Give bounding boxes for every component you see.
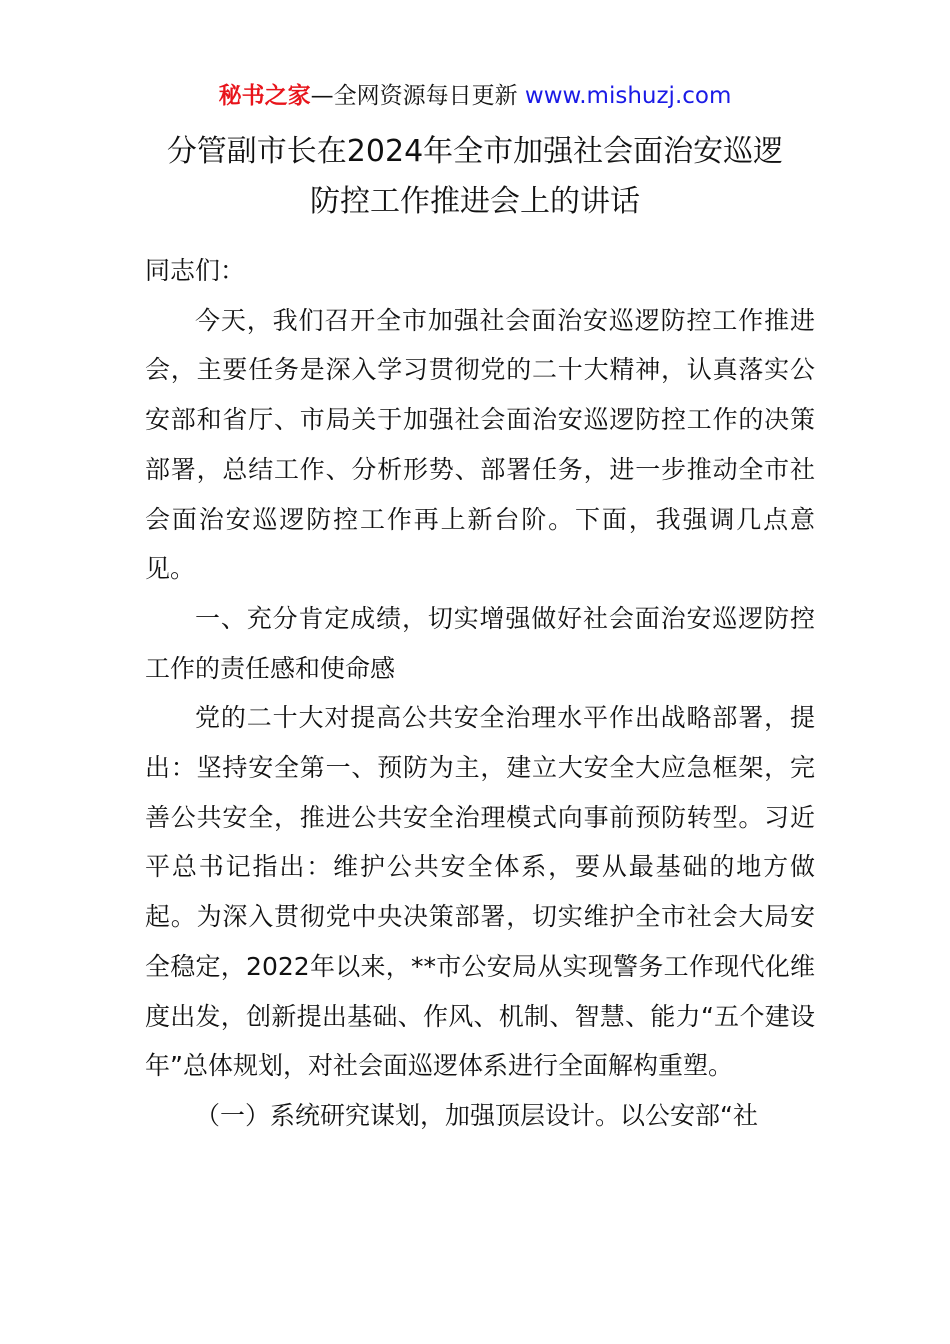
- document-body: [145, 246, 815, 1141]
- banner-tagline: —全网资源每日更新: [310, 83, 518, 109]
- salutation: 同志们：: [145, 256, 246, 285]
- title-line-1: 分管副市长在2024年全市加强社会面治安巡逻: [166, 134, 784, 169]
- paragraph-intro: 今天，我们召开全市加强社会面治安巡逻防控工作推进会，主要任务是深入学习贯彻党的二十大精神，认真落实公安部和省厅、市局关于加强社会面治安巡逻防控工作的决策部署，总结工作、分析形势、部署任务，进一步推动全市社会面治安巡逻防控工作再上新台阶。下面，我强调几点意见。: [145, 305, 815, 584]
- brand-name: 秘书之家: [218, 83, 311, 109]
- title-line-2: 防控工作推进会上的讲话: [310, 184, 640, 219]
- paragraph-background: 党的二十大对提高公共安全治理水平作出战略部署，提出：坚持安全第一、预防为主，建立大安全大应急框架，完善公共安全，推进公共安全治理模式向事前预防转型。习近平总书记指出：维护公共安全体系，要从最基础的地方做起。为深入贯彻党中央决策部署，切实维护全市社会大局安全稳定，2022年以来，**市公安局从实现警务工作现代化维度出发，创新提出基础、作风、机制、智慧、能力“五个建设年”总体规划，对社会面巡逻体系进行全面解构重塑。: [145, 703, 815, 1081]
- website-url[interactable]: www.mishuzj.com: [524, 83, 732, 109]
- document-title: [0, 127, 950, 227]
- subsection-heading-1: （一）系统研究谋划，加强顶层设计。以公安部“社: [195, 1100, 758, 1130]
- section-heading-1: 一、充分肯定成绩，切实增强做好社会面治安巡逻防控工作的责任感和使命感: [145, 603, 815, 683]
- header-banner: [0, 80, 950, 112]
